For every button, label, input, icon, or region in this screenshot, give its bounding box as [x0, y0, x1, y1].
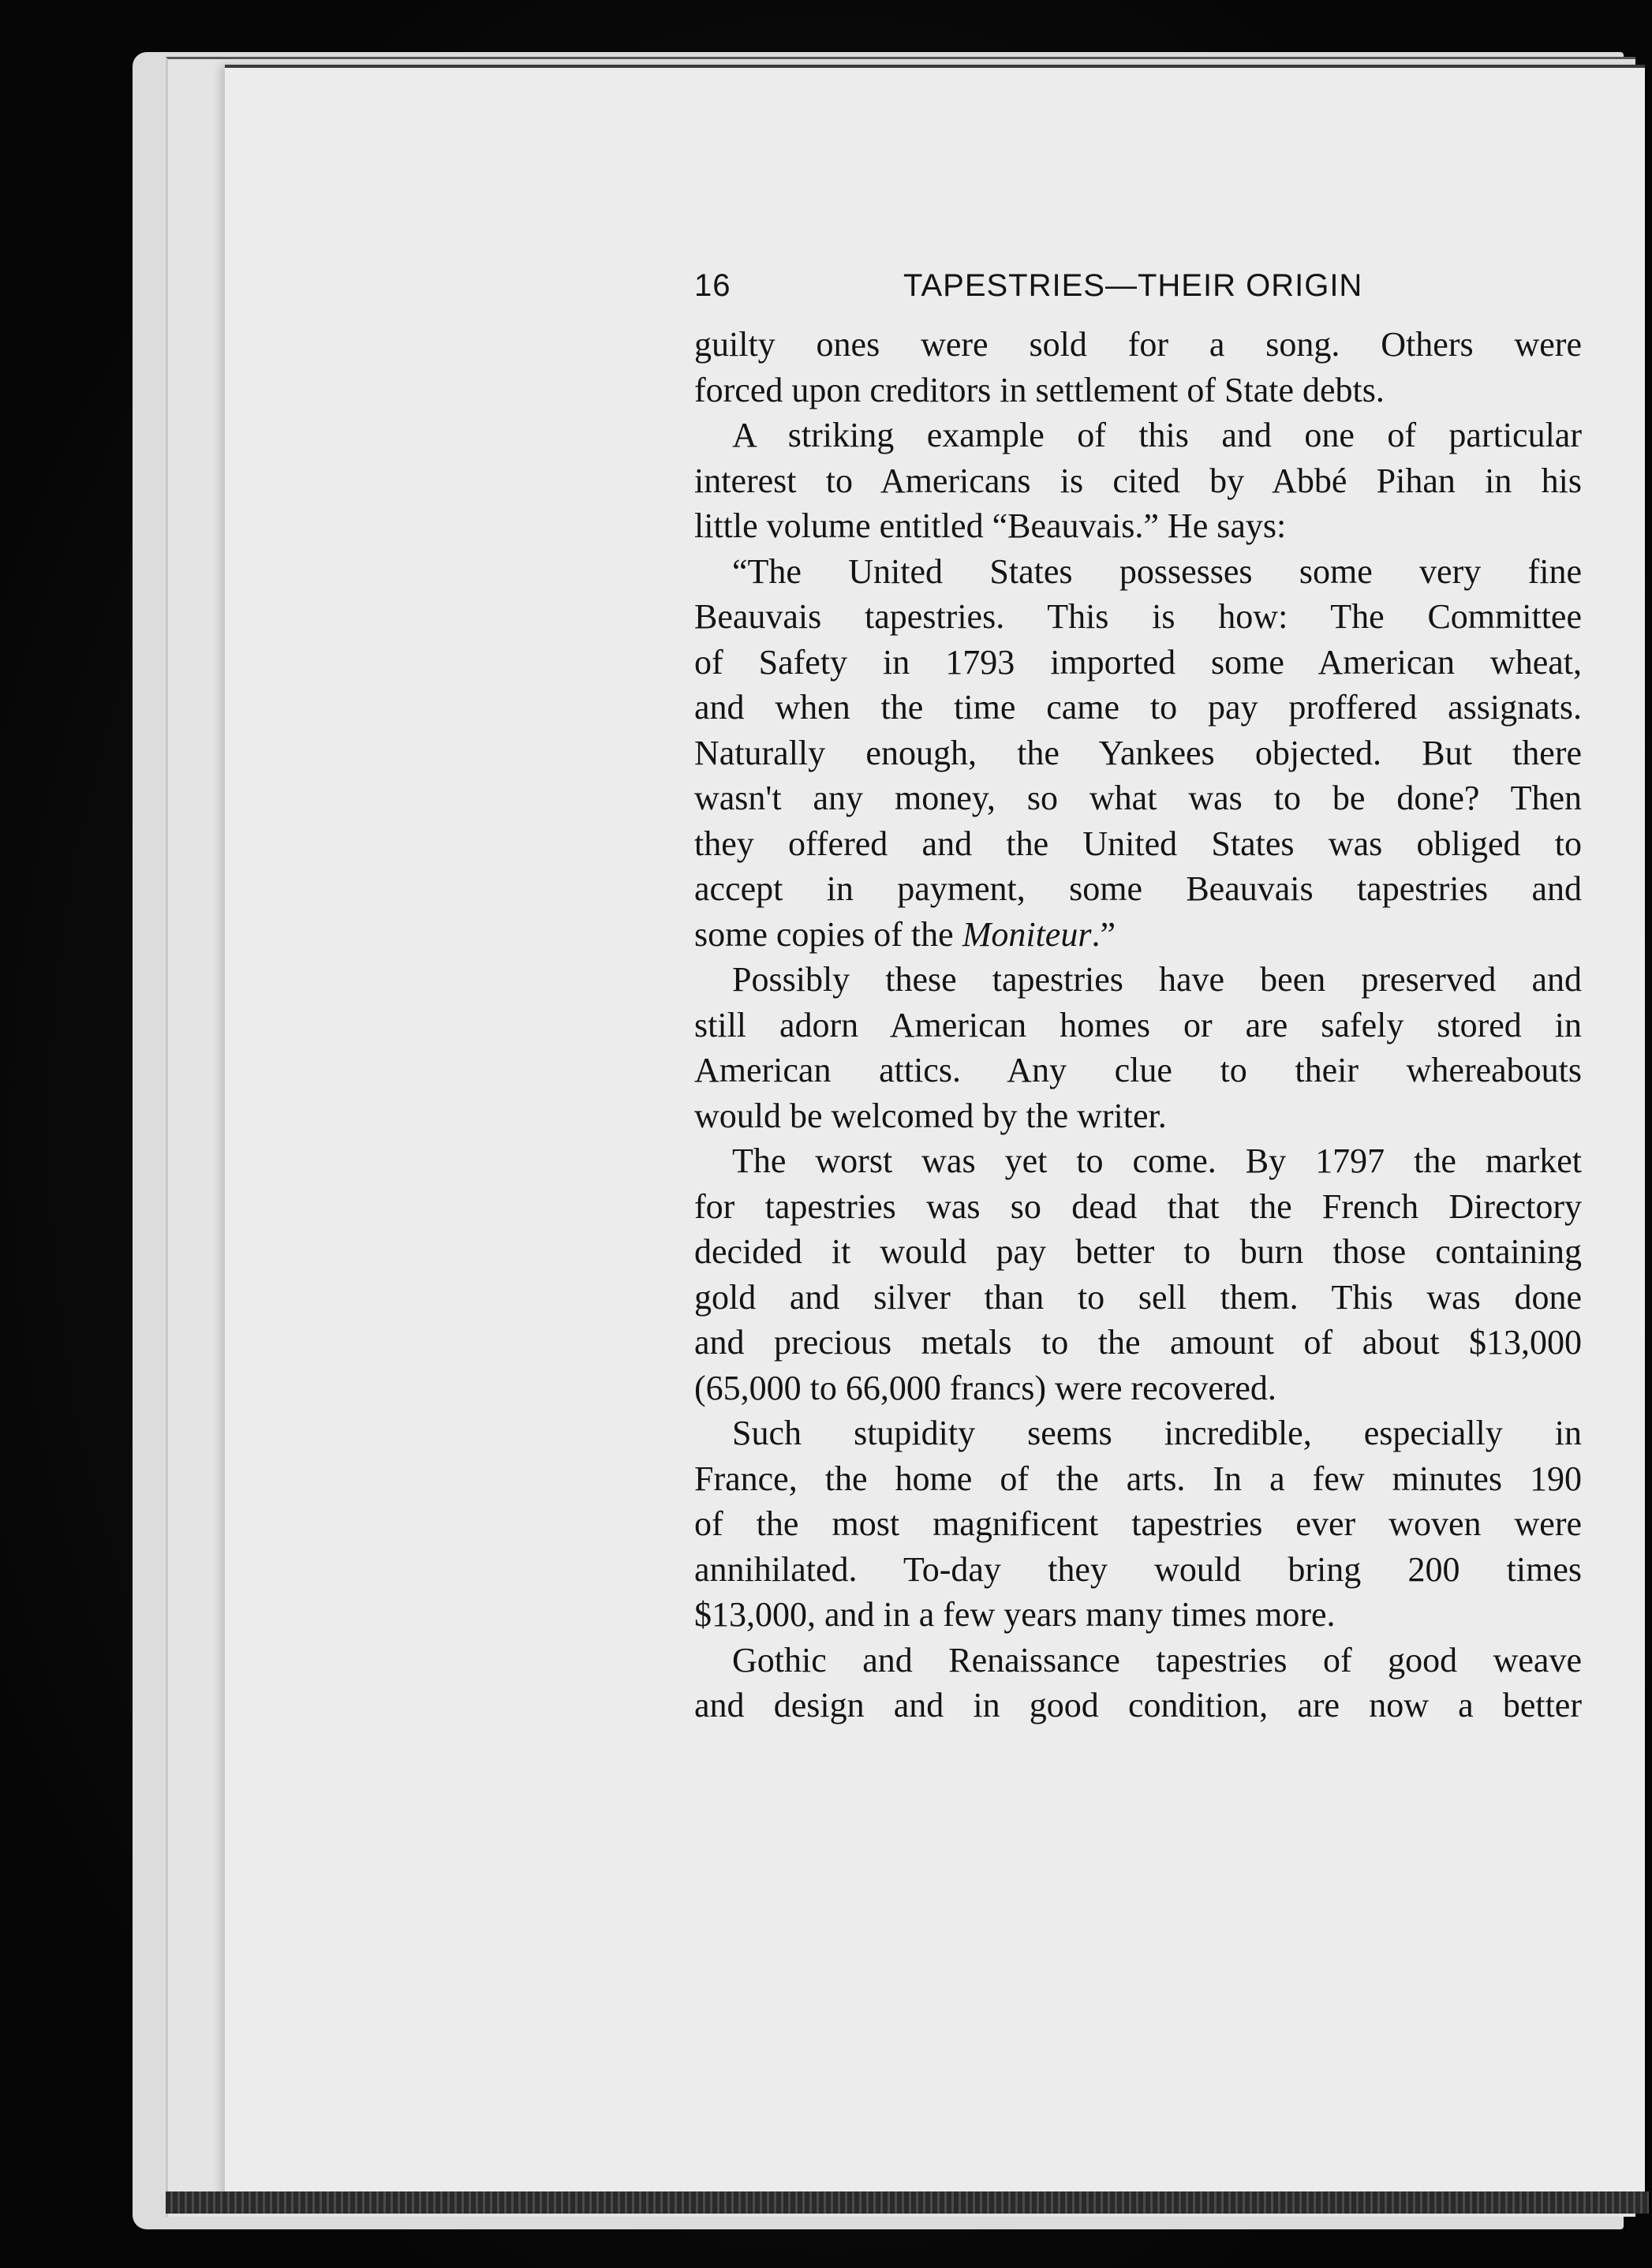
text-line-content: and design and in good condition, are now a better — [694, 1686, 1582, 1724]
text-line-tail: .” — [1091, 914, 1116, 954]
text-line — [694, 503, 1582, 549]
text-line-content: some copies of the — [694, 914, 962, 954]
text-line-content: of the most magnificent tapestries ever woven were — [694, 1504, 1582, 1543]
text-line-content: American attics. Any clue to their whereabouts — [694, 1051, 1582, 1089]
text-line — [694, 1366, 1582, 1411]
text-line-content: forced upon creditors in settlement of State debts. — [694, 370, 1385, 409]
text-line — [694, 730, 1582, 776]
text-line-content: accept in payment, some Beauvais tapestries and — [694, 869, 1582, 908]
text-line-content: $13,000, and in a few years many times more. — [694, 1595, 1336, 1634]
text-line-content: Gothic and Renaissance tapestries of good weave — [732, 1640, 1582, 1680]
text-line — [694, 322, 1582, 368]
text-line-content: (65,000 to 66,000 francs) were recovered. — [694, 1368, 1276, 1407]
text-line — [694, 685, 1582, 730]
text-line-content: Such stupidity seems incredible, especially in — [732, 1414, 1582, 1452]
text-line-content: annihilated. To-day they would bring 200 times — [694, 1549, 1582, 1589]
running-title: TAPESTRIES—THEIR ORIGIN — [903, 268, 1363, 303]
text-line — [694, 1320, 1582, 1366]
page-stack-bottom-edge — [166, 2191, 1649, 2214]
text-line — [694, 821, 1582, 867]
text-line-content: and when the time came to pay proffered assignats. — [694, 688, 1582, 727]
text-line-content: A striking example of this and one of particular — [732, 416, 1582, 454]
body-text — [694, 322, 1582, 1728]
text-line — [694, 1093, 1582, 1139]
text-line-content: interest to Americans is cited by Abbé Pihan in his — [694, 461, 1582, 500]
text-line — [694, 1184, 1582, 1230]
text-line — [694, 912, 1582, 958]
text-line-content: France, the home of the arts. In a few minutes 190 — [694, 1459, 1582, 1498]
text-line — [694, 1501, 1582, 1547]
text-line — [694, 1456, 1582, 1502]
text-line — [694, 1683, 1582, 1728]
text-line-content: Beauvais tapestries. This is how: The Committee — [694, 597, 1582, 636]
text-line-content: for tapestries was so dead that the French Directory — [694, 1186, 1582, 1226]
text-line — [694, 957, 1582, 1003]
running-head: 16 TAPESTRIES—THEIR ORIGIN — [694, 268, 1363, 303]
text-line-content: Possibly these tapestries have been preserved and — [732, 960, 1582, 999]
text-line-content: still adorn American homes or are safely stored in — [694, 1005, 1582, 1044]
text-line — [694, 775, 1582, 821]
text-line — [694, 1048, 1582, 1093]
italic-title: Moniteur — [962, 914, 1092, 954]
text-line — [694, 458, 1582, 504]
text-line-content: and precious metals to the amount of about $13,000 — [694, 1323, 1582, 1362]
text-line-content: of Safety in 1793 imported some American wheat, — [694, 642, 1582, 682]
text-line — [694, 368, 1582, 413]
text-line — [694, 640, 1582, 686]
text-line-content: would be welcomed by the writer. — [694, 1096, 1167, 1135]
text-line — [694, 1275, 1582, 1321]
text-line — [694, 1229, 1582, 1275]
text-line — [694, 1547, 1582, 1593]
text-line — [694, 1592, 1582, 1638]
text-line-content: Naturally enough, the Yankees objected. But there — [694, 733, 1582, 772]
text-line-content: “The United States possesses some very fine — [732, 551, 1582, 591]
text-line — [694, 1003, 1582, 1048]
text-line-content: they offered and the United States was obliged to — [694, 824, 1582, 863]
text-line-content: decided it would pay better to burn those containing — [694, 1232, 1582, 1271]
text-line — [694, 1638, 1582, 1683]
text-line — [694, 1410, 1582, 1456]
text-line — [694, 866, 1582, 912]
text-line — [694, 549, 1582, 595]
text-line-content: gold and silver than to sell them. This was done — [694, 1277, 1582, 1317]
text-line — [694, 594, 1582, 640]
text-line — [694, 413, 1582, 458]
text-line — [694, 1138, 1582, 1184]
text-line-content: The worst was yet to come. By 1797 the market — [732, 1141, 1582, 1180]
text-line-content: little volume entitled “Beauvais.” He says: — [694, 506, 1287, 545]
page-text-block — [694, 268, 1582, 1728]
text-line-content: guilty ones were sold for a song. Others were — [694, 325, 1582, 364]
text-line-content: wasn't any money, so what was to be done? Then — [694, 779, 1582, 817]
